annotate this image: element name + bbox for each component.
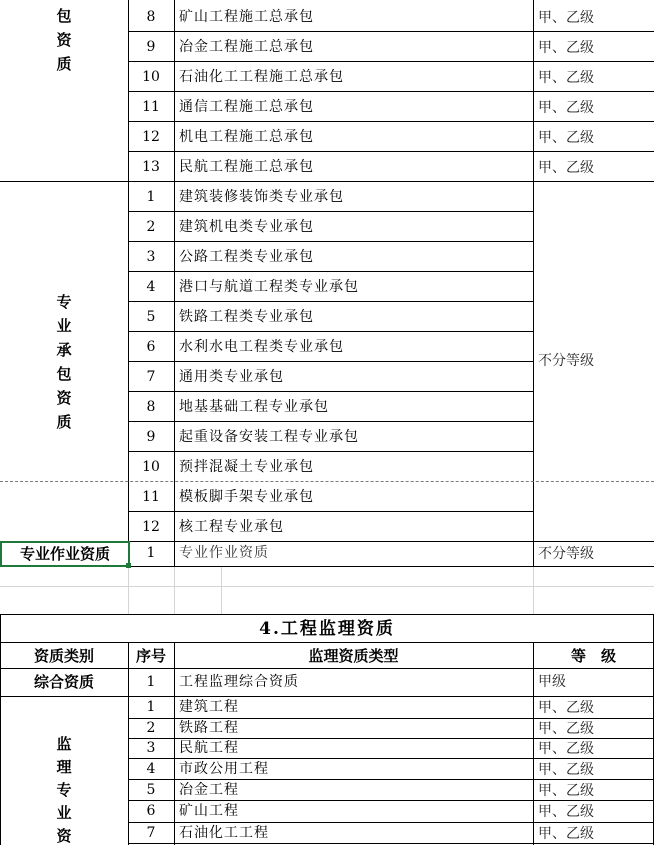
row-number: 8	[146, 9, 156, 25]
row-border	[128, 211, 533, 212]
row-border	[128, 301, 533, 302]
qualification-name: 通用类专业承包	[179, 369, 284, 385]
category-comprehensive: 综合资质	[33, 673, 94, 691]
qualification-grade: 甲、乙级	[538, 783, 594, 799]
qualification-grade: 甲、乙级	[538, 826, 594, 842]
qualification-grade: 甲、乙级	[538, 700, 594, 716]
row-number: 2	[146, 219, 156, 235]
row-number: 6	[146, 339, 156, 355]
row-number: 11	[142, 489, 160, 505]
row-border	[128, 331, 533, 332]
qualification-grade: 甲、乙级	[538, 100, 594, 116]
page-break-line	[0, 481, 654, 482]
gridline	[0, 586, 654, 587]
fill-handle[interactable]	[126, 563, 131, 568]
row-border	[128, 758, 654, 759]
qualification-name: 建筑装修装饰类专业承包	[179, 189, 344, 205]
row-border	[128, 391, 533, 392]
header-grade: 等 级	[570, 647, 616, 665]
row-border	[128, 241, 533, 242]
qualification-name: 建筑机电类专业承包	[179, 219, 314, 235]
row-number: 6	[146, 803, 156, 819]
qualification-grade: 甲、乙级	[538, 70, 594, 86]
qualification-name: 工程监理综合资质	[179, 674, 299, 690]
row-number: 13	[142, 159, 160, 175]
row-border	[0, 181, 654, 182]
qualification-name: 机电工程施工总承包	[179, 129, 314, 145]
column-border	[174, 642, 175, 845]
row-number: 9	[146, 429, 156, 445]
section-title: 4.工程监理资质	[259, 619, 395, 639]
qualification-grade: 甲、乙级	[538, 160, 594, 176]
qualification-name: 公路工程类专业承包	[179, 249, 314, 265]
category-supervision-specialty: 监 理 专 业 资	[56, 735, 72, 845]
qualification-name: 市政公用工程	[179, 761, 269, 777]
row-border	[128, 151, 654, 152]
qualification-name: 矿山工程	[179, 803, 239, 819]
qualification-grade: 不分等级	[538, 353, 594, 369]
qualification-grade: 不分等级	[538, 546, 594, 562]
qualification-name: 港口与航道工程类专业承包	[179, 279, 359, 295]
row-number: 4	[146, 279, 156, 295]
row-number: 12	[142, 519, 160, 535]
row-border	[128, 451, 533, 452]
row-number: 9	[146, 39, 156, 55]
row-border	[128, 121, 654, 122]
gridline	[221, 566, 222, 614]
gridline	[128, 566, 129, 614]
qualification-name: 冶金工程	[179, 782, 239, 798]
qualification-name: 通信工程施工总承包	[179, 99, 314, 115]
qualification-name: 铁路工程类专业承包	[179, 309, 314, 325]
column-border	[533, 642, 534, 845]
qualification-grade: 甲、乙级	[538, 130, 594, 146]
row-number: 12	[142, 129, 160, 145]
row-number: 3	[146, 249, 156, 265]
row-number: 1	[146, 545, 156, 561]
category-specialty-contracting: 专 业 承 包 资 质	[56, 293, 72, 431]
row-border	[0, 696, 654, 697]
row-border	[0, 642, 654, 643]
row-border	[128, 31, 654, 32]
row-number: 1	[146, 699, 156, 715]
qualification-grade: 甲、乙级	[538, 762, 594, 778]
category-general-contracting: 包 资 质	[56, 7, 72, 73]
row-border	[128, 271, 533, 272]
row-border	[128, 361, 533, 362]
qualification-name: 水利水电工程类专业承包	[179, 339, 344, 355]
selected-cell[interactable]	[0, 541, 130, 567]
header-category: 资质类别	[33, 647, 94, 665]
row-border	[128, 718, 654, 719]
row-number: 3	[146, 740, 156, 756]
row-number: 7	[146, 369, 156, 385]
row-border	[128, 61, 654, 62]
row-border	[128, 421, 533, 422]
row-border	[128, 738, 654, 739]
qualification-name: 石油化工工程	[179, 825, 269, 841]
qualification-name: 民航工程施工总承包	[179, 159, 314, 175]
row-number: 1	[146, 674, 156, 690]
qualification-name: 核工程专业承包	[179, 519, 284, 535]
category-specialty-work: 专业作业资质	[19, 545, 110, 563]
row-number: 5	[146, 782, 156, 798]
row-number: 8	[146, 399, 156, 415]
row-border	[128, 91, 654, 92]
qualification-name: 预拌混凝土专业承包	[179, 459, 314, 475]
qualification-grade: 甲、乙级	[538, 741, 594, 757]
row-number: 2	[146, 720, 156, 736]
qualification-grade: 甲级	[538, 674, 566, 690]
gridline	[533, 566, 534, 614]
qualification-name: 冶金工程施工总承包	[179, 39, 314, 55]
qualification-grade: 甲、乙级	[538, 40, 594, 56]
qualification-grade: 甲、乙级	[538, 804, 594, 820]
row-number: 7	[146, 825, 156, 841]
row-border	[0, 668, 654, 669]
row-number: 10	[142, 69, 160, 85]
qualification-name: 起重设备安装工程专业承包	[179, 429, 359, 445]
gridline	[174, 566, 175, 614]
qualification-name: 模板脚手架专业承包	[179, 489, 314, 505]
row-border	[128, 843, 654, 844]
qualification-name: 民航工程	[179, 740, 239, 756]
row-border	[128, 822, 654, 823]
header-type: 监理资质类型	[308, 647, 399, 665]
row-number: 4	[146, 761, 156, 777]
row-number: 11	[142, 99, 160, 115]
header-number: 序号	[135, 647, 166, 665]
qualification-name: 建筑工程	[179, 699, 239, 715]
qualification-name: 矿山工程施工总承包	[179, 9, 314, 25]
qualification-grade: 甲、乙级	[538, 721, 594, 737]
row-number: 1	[146, 189, 156, 205]
qualification-name: 铁路工程	[179, 720, 239, 736]
row-border	[128, 511, 533, 512]
row-number: 5	[146, 309, 156, 325]
qualification-grade: 甲、乙级	[538, 10, 594, 26]
row-border	[128, 800, 654, 801]
qualification-name: 专业作业资质	[179, 545, 269, 561]
qualification-name: 石油化工工程施工总承包	[179, 69, 344, 85]
row-border	[128, 779, 654, 780]
row-number: 10	[142, 459, 160, 475]
row-border	[0, 614, 654, 615]
qualification-name: 地基基础工程专业承包	[179, 399, 329, 415]
